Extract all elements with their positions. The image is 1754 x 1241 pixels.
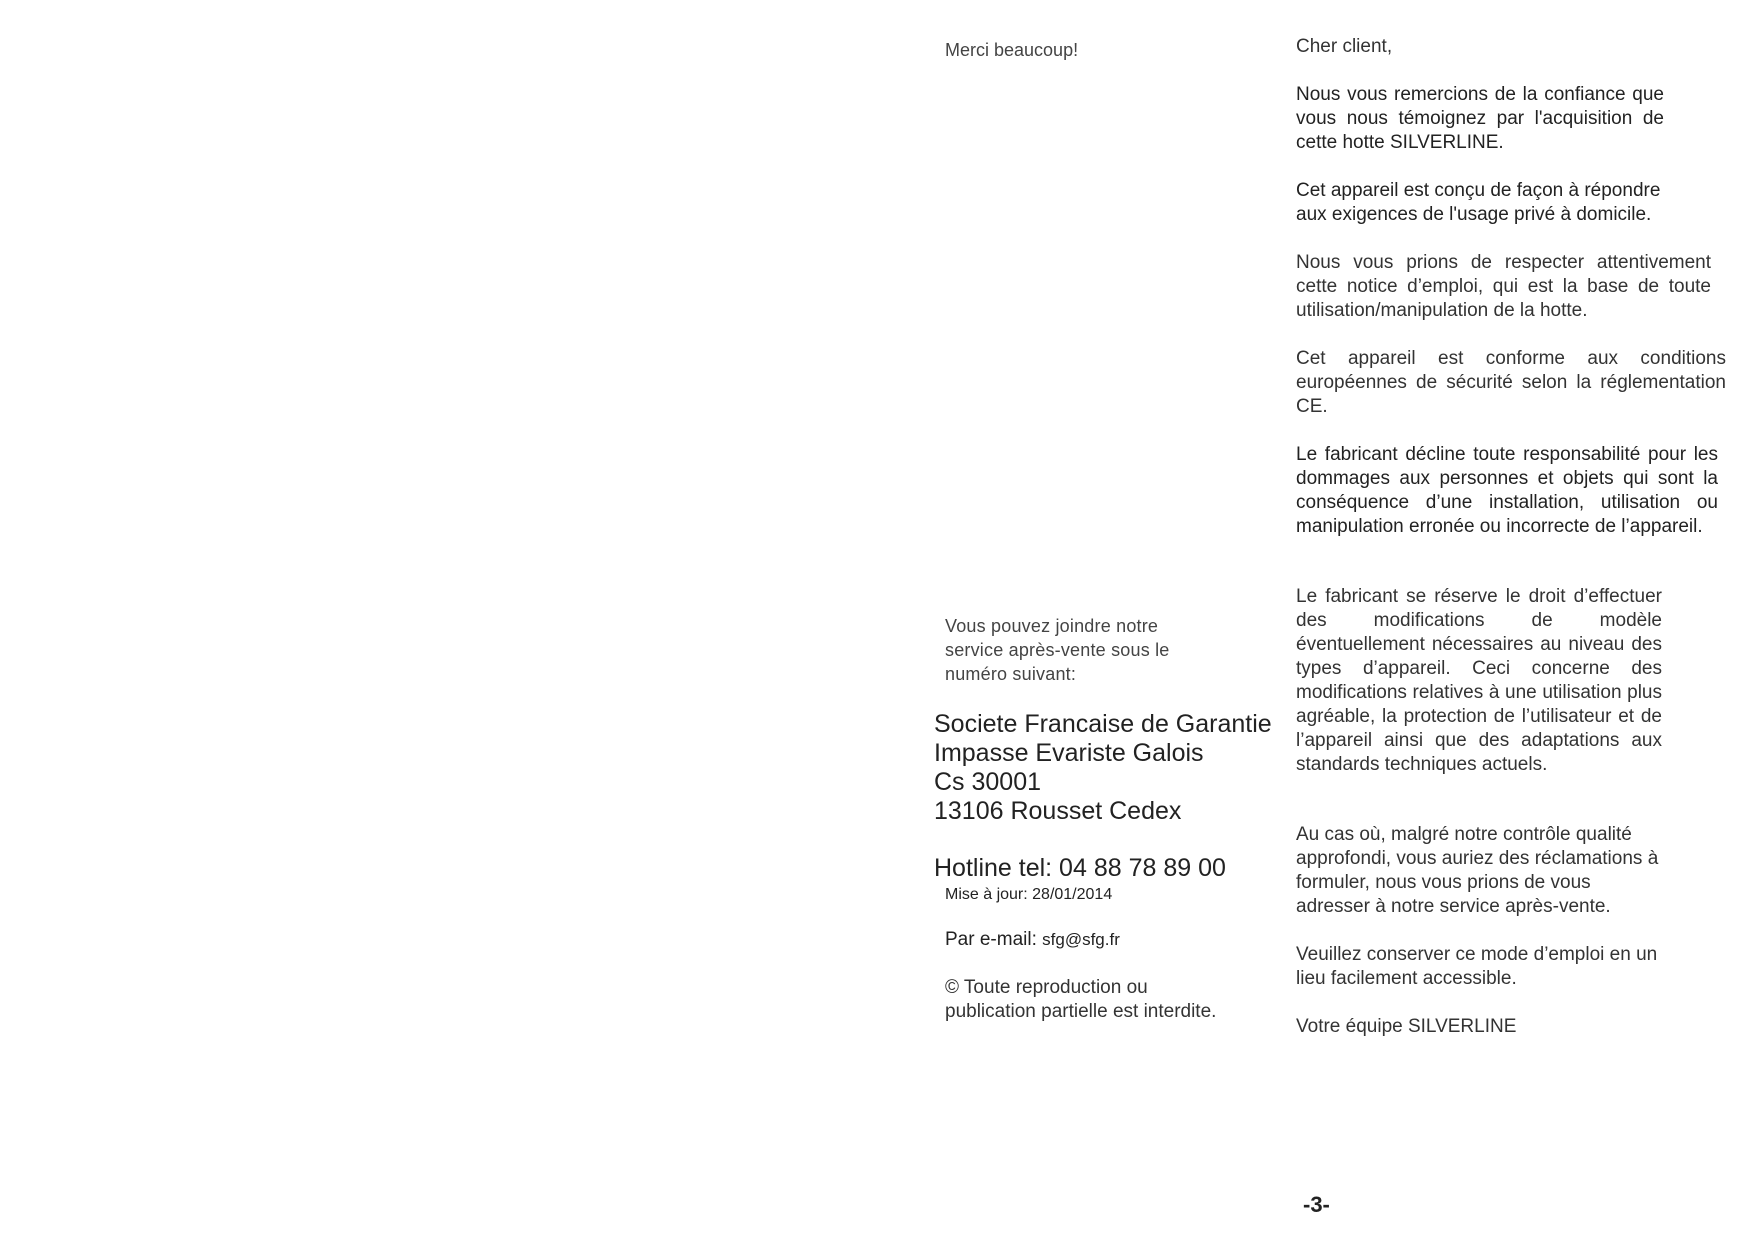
greeting: Cher client, xyxy=(1296,36,1393,57)
email-label: Par e-mail: xyxy=(945,929,1037,950)
address-line: Cs 30001 xyxy=(934,768,1042,796)
page-number: -3- xyxy=(1303,1192,1330,1217)
letter-paragraph: Veuillez conserver ce mode d’emploi en un lieu facilement accessible. xyxy=(1296,944,1658,989)
letter-paragraph: Le fabricant décline toute responsabilité pour les dommages aux personnes et objets qui sont la conséquence d’une installation, utilisation ou manipulation erronée ou incorrecte de l’appareil. xyxy=(1296,444,1718,537)
contact-intro xyxy=(945,614,1170,686)
letter-paragraph: Cet appareil est conforme aux conditions européennes de sécurité selon la réglementation CE. xyxy=(1296,348,1726,417)
address-line: 13106 Rousset Cedex xyxy=(934,797,1182,825)
copyright-line: © Toute reproduction ou xyxy=(945,977,1148,998)
company-address xyxy=(934,710,1272,826)
email-contact xyxy=(945,928,1120,952)
copyright-notice xyxy=(945,976,1216,1024)
letter-paragraph: Le fabricant se réserve le droit d’effectuer des modifications de modèle éventuellement nécessaires au niveau des types d’appareil. Ceci concerne des modifications relatives à une utilisation plus agréable, la protection de l’utilisateur et de l’appareil ainsi que des adaptations aux standards techniques actuels. xyxy=(1296,586,1662,775)
contact-intro-line: Vous pouvez joindre notre xyxy=(945,616,1159,636)
contact-intro-line: numéro suivant: xyxy=(945,664,1077,684)
contact-intro-line: service après-vente sous le xyxy=(945,640,1170,660)
thanks-text: Merci beaucoup! xyxy=(945,40,1079,60)
hotline-phone: Hotline tel: 04 88 78 89 00 xyxy=(934,854,1226,882)
letter-paragraph: Cet appareil est conçu de façon à répondre aux exigences de l'usage privé à domicile. xyxy=(1296,180,1661,225)
letter-paragraph: Nous vous prions de respecter attentivement cette notice d’emploi, qui est la base de toute utilisation/manipulation de la hotte. xyxy=(1296,252,1711,321)
letter-signature: Votre équipe SILVERLINE xyxy=(1296,1016,1517,1037)
letter-paragraph: Au cas où, malgré notre contrôle qualité approfondi, vous auriez des réclamations à formuler, nous vous prions de vous adresser à notre service après-vente. xyxy=(1296,824,1659,917)
email-link[interactable]: sfg@sfg.fr xyxy=(1042,930,1120,949)
address-line: Societe Francaise de Garantie xyxy=(934,710,1272,738)
update-date: Mise à jour: 28/01/2014 xyxy=(945,886,1113,903)
copyright-line: publication partielle est interdite. xyxy=(945,1001,1217,1022)
letter-paragraph: Nous vous remercions de la confiance que vous nous témoignez par l'acquisition de cette hotte SILVERLINE. xyxy=(1296,84,1664,153)
address-line: Impasse Evariste Galois xyxy=(934,739,1204,767)
